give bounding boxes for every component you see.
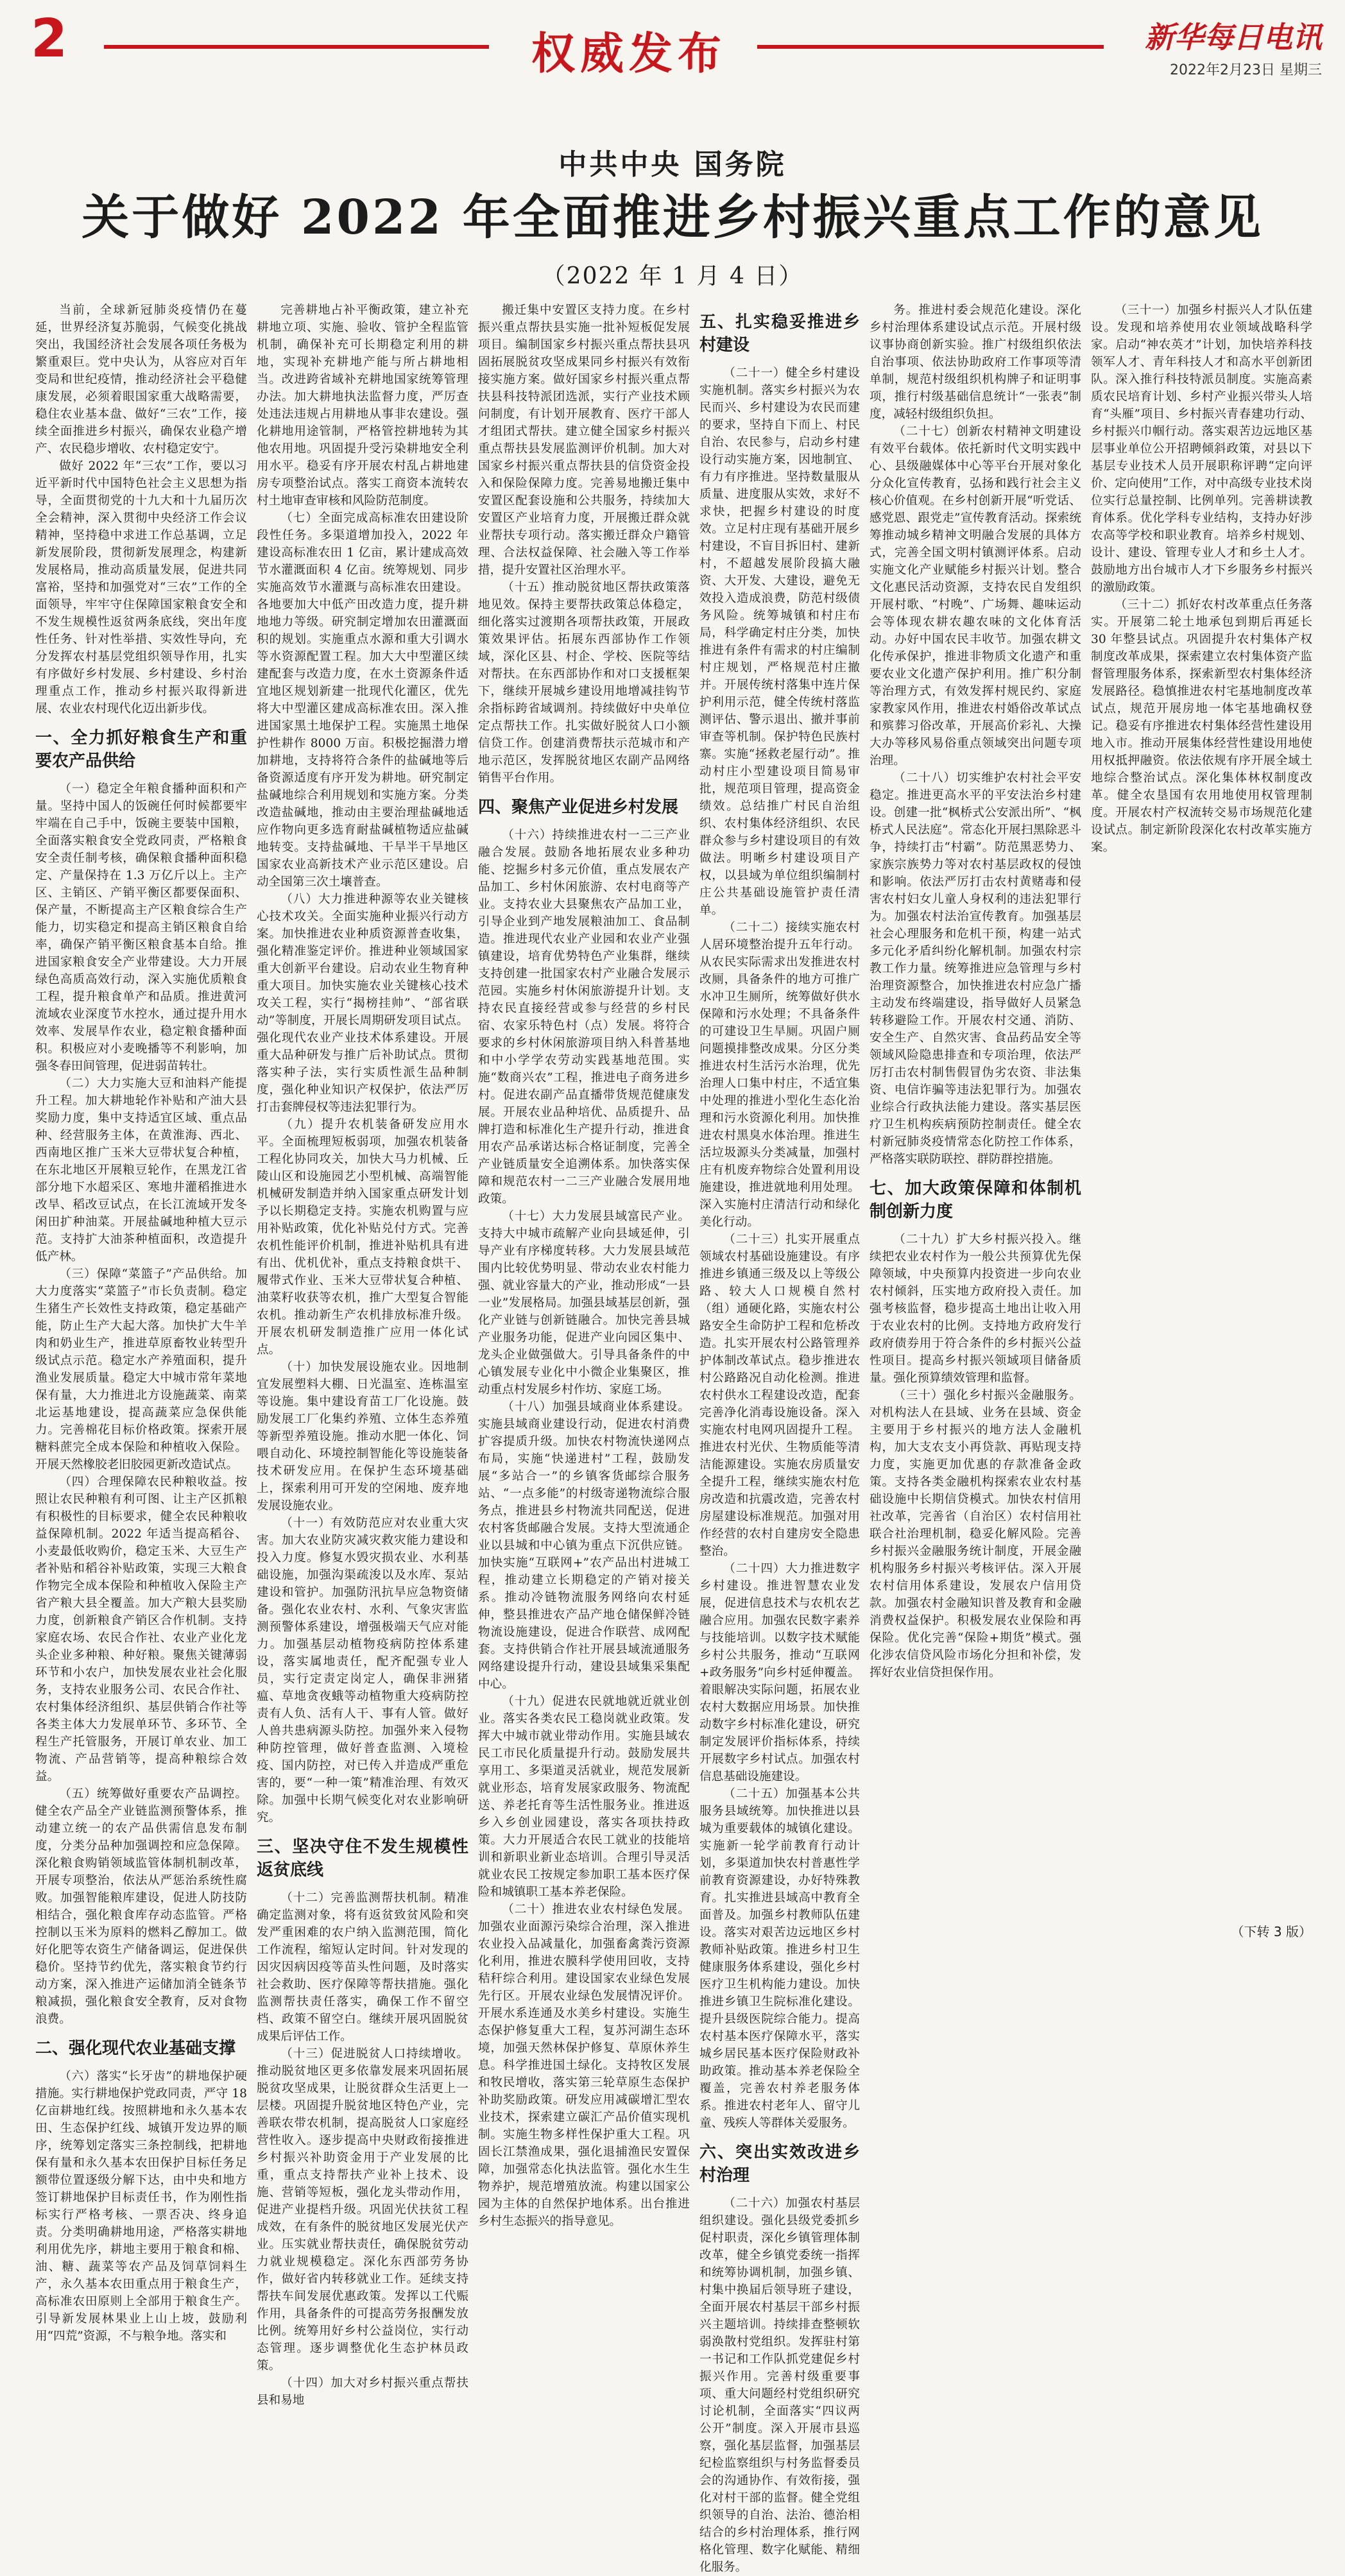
continued-note: （下转 3 版） bbox=[1231, 1924, 1312, 1939]
paragraph: （二十一）健全乡村建设实施机制。落实乡村振兴为农民而兴、乡村建设为农民而建的要求，坚持自下而上、村民自治、农民参与，启动乡村建设行动实施方案，因地制宜、有力有序推进。坚持数量服从质量、进度服从实效，求好不求快，把握乡村建设的时度效。立足村庄现有基础开展乡村建设，不盲目拆旧村、建新村，不超越发展阶段搞大融资、大开发、大建设，避免无效投入造成浪费，防范村级债务风险。统筹城镇和村庄布局，科学确定村庄分类，加快推进有条件有需求的村庄编制村庄规划，严格规范村庄撤并。开展传统村落集中连片保护利用示范，健全传统村落监测评估、警示退出、撤并事前审查等机制。保护特色民族村寨。实施“拯救老屋行动”。推动村庄小型建设项目简易审批，规范项目管理，提高资金绩效。总结推广村民自治组织、农村集体经济组织、农民群众参与乡村建设项目的有效做法。明晰乡村建设项目产权，以县域为单位组织编制村庄公共基础设施管护责任清单。 bbox=[699, 366, 860, 917]
paragraph: （二）大力实施大豆和油料产能提升工程。加大耕地轮作补贴和产油大县奖励力度，集中支持适宜区域、重点品种、经营服务主体，在黄淮海、西北、西南地区推广玉米大豆带状复合种植，在东北地区开展粮豆轮作，在黑龙江省部分地下水超采区、寒地井灌稻推进水改旱、稻改豆试点，在长江流域开发冬闲田扩种油菜。开展盐碱地种植大豆示范。支持扩大油茶种植面积，改造提升低产林。 bbox=[35, 1077, 247, 1264]
section-heading: 五、扎实稳妥推进乡村建设 bbox=[699, 313, 860, 355]
paragraph: 完善耕地占补平衡政策，建立补充耕地立项、实施、验收、管护全程监管机制，确保补充可长期稳定利用的耕地，实现补充耕地产能与所占耕地相当。改进跨省域补充耕地国家统筹管理办法。加大耕地执法监督力度，严厉查处违法违规占用耕地从事非农建设。强化耕地用途管制，严格管控耕地转为其他农用地。巩固提升受污染耕地安全利用水平。稳妥有序开展农村乱占耕地建房专项整治试点。落实工商资本流转农村土地审查审核和风险防范制度。 bbox=[257, 304, 468, 508]
paragraph: （三十二）抓好农村改革重点任务落实。开展第二轮土地承包到期后再延长 30 年整县试点。巩固提升农村集体产权制度改革成果，探索建立农村集体资产监督管理服务体系，探索新型农村集体经济发展路径。稳慎推进农村宅基地制度改革试点，规范开展房地一体宅基地确权登记。稳妥有序推进农村集体经营性建设用地入市。推动开展集体经营性建设用地使用权抵押融资。依法依规有序开展全域土地综合整治试点。深化集体林权制度改革。健全农垦国有农用地使用权管理制度。开展农村产权流转交易市场规范化建设试点。制定新阶段深化农村改革实施方案。 bbox=[1091, 598, 1312, 854]
paragraph: （十）加快发展设施农业。因地制宜发展塑料大棚、日光温室、连栋温室等设施。集中建设育苗工厂化设施。鼓励发展工厂化集约养殖、立体生态养殖等新型养殖设施。推动水肥一体化、饲喂自动化、环境控制智能化等设施装备技术研发应用。在保护生态环境基础上，探索利用可开发的空闲地、废弃地发展设施农业。 bbox=[257, 1361, 468, 1513]
paragraph: （二十九）扩大乡村振兴投入。继续把农业农村作为一般公共预算优先保障领域，中央预算内投资进一步向农业农村倾斜，压实地方政府投入责任。加强考核监督，稳步提高土地出让收入用于农业农村的比例。支持地方政府发行政府债券用于符合条件的乡村振兴公益性项目。提高乡村振兴领域项目储备质量。强化预算绩效管理和监督。 bbox=[870, 1233, 1081, 1385]
paragraph: （十三）促进脱贫人口持续增收。推动脱贫地区更多依靠发展来巩固拓展脱贫攻坚成果，让脱贫群众生活更上一层楼。巩固提升脱贫地区特色产业，完善联农带农机制，提高脱贫人口家庭经营性收入。逐步提高中央财政衔接推进乡村振兴补助资金用于产业发展的比重，重点支持帮扶产业补上技术、设施、营销等短板，强化龙头带动作用，促进产业提档升级。巩固光伏扶贫工程成效，在有条件的脱贫地区发展光伏产业。压实就业帮扶责任，确保脱贫劳动力就业规模稳定。深化东西部劳务协作，做好省内转移就业工作。延续支持帮扶车间发展优惠政策。发挥以工代赈作用，具备条件的可提高劳务报酬发放比例。统筹用好乡村公益岗位，实行动态管理。逐步调整优化生态护林员政策。 bbox=[257, 2047, 468, 2373]
issue-date: 2022年2月23日 星期三 bbox=[1170, 62, 1322, 78]
paragraph: （二十）推进农业农村绿色发展。加强农业面源污染综合治理，深入推进农业投入品减量化，加强畜禽粪污资源化利用，推进农膜科学使用回收，支持秸秆综合利用。建设国家农业绿色发展先行区。开展农业绿色发展情况评价。开展水系连通及水美乡村建设。实施生态保护修复重大工程，复苏河湖生态环境，加强天然林保护修复、草原休养生息。科学推进国土绿化。支持牧区发展和牧民增收，落实第三轮草原生态保护补助奖励政策。研发应用减碳增汇型农业技术，探索建立碳汇产品价值实现机制。实施生物多样性保护重大工程。巩固长江禁渔成果，强化退捕渔民安置保障，加强常态化执法监管。强化水生生物养护，规范增殖放流。构建以国家公园为主体的自然保护地体系。出台推进乡村生态振兴的指导意见。 bbox=[478, 1903, 690, 2228]
paragraph: （七）全面完成高标准农田建设阶段性任务。多渠道增加投入，2022 年建设高标准农田 1 亿亩，累计建成高效节水灌溉面积 4 亿亩。统筹规划、同步实施高效节水灌溉与高标准农田建设。各地要加大中低产田改造力度，提升耕地地力等级。研究制定增加农田灌溉面积的规划。实施重点水源和重大引调水等水资源配置工程。加大大中型灌区续建配套与改造力度，在水土资源条件适宜地区规划新建一批现代化灌区，优先将大中型灌区建成高标准农田。深入推进国家黑土地保护工程。实施黑土地保护性耕作 8000 万亩。积极挖掘潜力增加耕地，支持将符合条件的盐碱地等后备资源适度有序开发为耕地。研究制定盐碱地综合利用规划和实施方案。分类改造盐碱地，推动由主要治理盐碱地适应作物向更多选育耐盐碱植物适应盐碱地转变。支持盐碱地、干旱半干旱地区国家农业高新技术产业示范区建设。启动全国第三次土壤普查。 bbox=[257, 511, 468, 889]
paragraph: （二十三）扎实开展重点领域农村基础设施建设。有序推进乡镇通三级及以上等级公路、较大人口规模自然村（组）通硬化路，实施农村公路安全生命防护工程和危桥改造。扎实开展农村公路管理养护体制改革试点。稳步推进农村公路路况自动化检测。推进农村供水工程建设改造，配套完善净化消毒设施设备。深入实施农村电网巩固提升工程。推进农村光伏、生物质能等清洁能源建设。实施农房质量安全提升工程，继续实施农村危房改造和抗震改造，完善农村房屋建设标准规范。加强对用作经营的农村自建房安全隐患整治。 bbox=[699, 1233, 860, 1558]
paragraph: （五）统筹做好重要农产品调控。健全农产品全产业链监测预警体系，推动建立统一的农产品供需信息发布制度，分类分品种加强调控和应急保障。深化粮食购销领域监管体制机制改革，开展专项整治，依法从严惩治系统性腐败。加强智能粮库建设，促进人防技防相结合，强化粮食库存动态监管。严格控制以玉米为原料的燃料乙醇加工。做好化肥等农资生产储备调运，促进保供稳价。坚持节约优先，落实粮食节约行动方案，深入推进产运储加消全链条节粮减损，强化粮食安全教育，反对食物浪费。 bbox=[35, 1787, 247, 2026]
paragraph: （六）落实“长牙齿”的耕地保护硬措施。实行耕地保护党政同责，严守 18 亿亩耕地红线。按照耕地和永久基本农田、生态保护红线、城镇开发边界的顺序，统筹划定落实三条控制线，把耕地保有量和永久基本农田保护目标任务足额带位置逐级分解下达，由中央和地方签订耕地保护目标责任书，作为刚性指标实行严格考核、一票否决、终身追责。分类明确耕地用途，严格落实耕地利用优先序，耕地主要用于粮食和棉、油、糖、蔬菜等农产品及饲草饲料生产，永久基本农田重点用于粮食生产，高标准农田原则上全部用于粮食生产。引导新发展林果业上山上坡，鼓励利用“四荒”资源，不与粮争地。落实和 bbox=[35, 2070, 247, 2343]
section-heading: 二、强化现代农业基础支撑 bbox=[35, 2039, 236, 2058]
masthead bbox=[0, 0, 1345, 90]
paragraph: （十六）持续推进农村一二三产业融合发展。鼓励各地拓展农业多种功能、挖掘乡村多元价值，重点发展农产品加工、乡村休闲旅游、农村电商等产业。支持农业大县聚焦农产品加工业，引导企业到产地发展粮油加工、食品制造。推进现代农业产业园和农业产业强镇建设，培育优势特色产业集群，继续支持创建一批国家农村产业融合发展示范园。实施乡村休闲旅游提升计划。支持农民直接经营或参与经营的乡村民宿、农家乐特色村（点）发展。将符合要求的乡村休闲旅游项目纳入科普基地和中小学学农劳动实践基地范围。实施“数商兴农”工程，推进电子商务进乡村。促进农副产品直播带货规范健康发展。开展农业品种培优、品质提升、品牌打造和标准化生产提升行动，推进食用农产品承诺达标合格证制度，完善全产业链质量安全追溯体系。加快落实保障和规范农村一二三产业融合发展用地政策。 bbox=[478, 829, 690, 1206]
paragraph: （一）稳定全年粮食播种面积和产量。坚持中国人的饭碗任何时候都要牢牢端在自己手中，饭碗主要装中国粮，全面落实粮食安全党政同责，严格粮食安全责任制考核，确保粮食播种面积稳定、产量保持在 1.3 万亿斤以上。主产区、主销区、产销平衡区都要保面积、保产量，不断提高主产区粮食综合生产能力，切实稳定和提高主销区粮食自给率，确保产销平衡区粮食基本自给。推进国家粮食安全产业带建设。大力开展绿色高质高效行动，深入实施优质粮食工程，提升粮食单产和品质。推进黄河流域农业深度节水控水，通过提升用水效率、发展旱作农业，稳定粮食播种面积。积极应对小麦晚播等不利影响，加强冬春田间管理，促进弱苗转壮。 bbox=[35, 782, 247, 1073]
paragraph: （二十五）加强基本公共服务县域统筹。加快推进以县城为重要载体的城镇化建设。实施新一轮学前教育行动计划，多渠道加快农村普惠性学前教育资源建设，办好特殊教育。扎实推进县域高中教育全面普及。加强乡村教师队伍建设。落实对艰苦边远地区乡村教师补贴政策。推进乡村卫生健康服务体系建设，强化乡村医疗卫生机构能力建设。加快推进乡镇卫生院标准化建设。提升县级医院综合能力。提高农村基本医疗保障水平，落实城乡居民基本医疗保险财政补助政策。推动基本养老保险全覆盖，完善农村养老服务体系。推进农村老年人、留守儿童、残疾人等群体关爱服务。 bbox=[699, 1787, 860, 2130]
paragraph: （十七）大力发展县域富民产业。支持大中城市疏解产业向县域延伸，引导产业有序梯度转移。大力发展县域范围内比较优势明显、带动农业农村能力强、就业容量大的产业，推动形成“一县一业”发展格局。加强县域基层创新，强化产业链与创新链融合。加快完善县城产业服务功能，促进产业向园区集中、龙头企业做强做大。引导具备条件的中心镇发展专业化中小微企业集聚区，推动重点村发展乡村作坊、家庭工场。 bbox=[478, 1210, 690, 1396]
paragraph: （十八）加强县域商业体系建设。实施县域商业建设行动，促进农村消费扩容提质升级。加快农村物流快递网点布局，实施“快递进村”工程，鼓励发展“多站合一”的乡镇客货邮综合服务站、“一点多能”的村级寄递物流综合服务点，推进县乡村物流共同配送，促进农村客货邮融合发展。支持大型流通企业以县城和中心镇为重点下沉供应链。加快实施“互联网+”农产品出村进城工程，推动建立长期稳定的产销对接关系。推动冷链物流服务网络向农村延伸，整县推进农产品产地仓储保鲜冷链物流设施建设，促进合作联营、成网配套。支持供销合作社开展县域流通服务网络建设提升行动，建设县域集采集配中心。 bbox=[478, 1400, 690, 1691]
header-rule-left bbox=[104, 45, 489, 49]
paragraph: （九）提升农机装备研发应用水平。全面梳理短板弱项，加强农机装备工程化协同攻关，加快大马力机械、丘陵山区和设施园艺小型机械、高端智能机械研发制造并纳入国家重点研发计划予以长期稳定支持。实施农机购置与应用补贴政策，优化补贴兑付方式。完善农机性能评价机制，推进补贴机具有进有出、优机优补，重点支持粮食烘干、履带式作业、玉米大豆带状复合种植、油菜籽收获等农机，推广大型复合智能农机。推动新生产农机排放标准升级。开展农机研发制造推广应用一体化试点。 bbox=[257, 1118, 468, 1357]
text-column-6 bbox=[1091, 302, 1312, 1925]
paragraph: （十九）促进农民就地就近就业创业。落实各类农民工稳岗就业政策。发挥大中城市就业带动作用。实施县域农民工市民化质量提升行动。鼓励发展共享用工、多渠道灵活就业，规范发展新就业形态，培育发展家政服务、物流配送、养老托育等生活性服务业。推进返乡入乡创业园建设，落实各项扶持政策。大力开展适合农民工就业的技能培训和新职业新业态培训。合理引导灵活就业农民工按规定参加职工基本医疗保险和城镇职工基本养老保险。 bbox=[478, 1695, 690, 1899]
paragraph: （二十四）大力推进数字乡村建设。推进智慧农业发展，促进信息技术与农机农艺融合应用。加强农民数字素养与技能培训。以数字技术赋能乡村公共服务，推动“互联网+政务服务”向乡村延伸覆盖。着眼解决实际问题，拓展农业农村大数据应用场景。加快推动数字乡村标准化建设，研究制定发展评价指标体系，持续开展数字乡村试点。加强农村信息基础设施建设。 bbox=[699, 1562, 860, 1783]
paragraph: 当前，全球新冠肺炎疫情仍在蔓延，世界经济复苏脆弱，气候变化挑战突出，我国经济社会发展各项任务极为繁重艰巨。党中央认为，从容应对百年变局和世纪疫情，推动经济社会平稳健康发展，必须着眼国家重大战略需要，稳住农业基本盘、做好“三农”工作，接续全面推进乡村振兴，确保农业稳产增产、农民稳步增收、农村稳定安宁。 bbox=[35, 304, 247, 456]
text-column-4 bbox=[699, 302, 860, 2574]
article-title: 关于做好 2022 年全面推进乡村振兴重点工作的意见 bbox=[81, 190, 1264, 245]
paragraph: （四）合理保障农民种粮收益。按照让农民种粮有利可图、让主产区抓粮有积极性的目标要求，健全农民种粮收益保障机制。2022 年适当提高稻谷、小麦最低收购价，稳定玉米、大豆生产者补贴和稻谷补贴政策，实现三大粮食作物完全成本保险和种植收入保险主产省产粮大县全覆盖。加大产粮大县奖励力度，创新粮食产销区合作机制。支持家庭农场、农民合作社、农业产业化龙头企业多种粮、种好粮。聚焦关键薄弱环节和小农户，加快发展农业社会化服务，支持农业服务公司、农民合作社、农村集体经济组织、基层供销合作社等各类主体大力发展单环节、多环节、全程生产托管服务，开展订单农业、加工物流、产品营销等，提高种粮综合效益。 bbox=[35, 1475, 247, 1783]
paragraph: （十四）加大对乡村振兴重点帮扶县和易地 bbox=[257, 2376, 468, 2407]
text-column-3 bbox=[478, 302, 690, 2228]
paragraph: （三十一）加强乡村振兴人才队伍建设。发现和培养使用农业领域战略科学家。启动“神农英才”计划，加快培养科技领军人才、青年科技人才和高水平创新团队。深入推行科技特派员制度。实施高素质农民培育计划、乡村产业振兴带头人培育“头雁”项目、乡村振兴青春建功行动、乡村振兴巾帼行动。落实艰苦边远地区基层事业单位公开招聘倾斜政策，对县以下基层专业技术人员开展职称评聘“定向评价、定向使用”工作，对中高级专业技术岗位实行总量控制、比例单列。完善耕读教育体系。优化学科专业结构，支持办好涉农高等学校和职业教育。培养乡村规划、设计、建设、管理专业人才和乡土人才。鼓励地方出台城市人才下乡服务乡村振兴的激励政策。 bbox=[1091, 304, 1312, 594]
paragraph: （十二）完善监测帮扶机制。精准确定监测对象，将有返贫致贫风险和突发严重困难的农户纳入监测范围，简化工作流程，缩短认定时间。针对发现的因灾因病因疫等苗头性问题，及时落实社会救助、医疗保障等帮扶措施。强化监测帮扶责任落实，确保工作不留空档、政策不留空白。继续开展巩固脱贫成果后评估工作。 bbox=[257, 1891, 468, 2043]
paragraph: （三）保障“菜篮子”产品供给。加大力度落实“菜篮子”市长负责制。稳定生猪生产长效性支持政策，稳定基础产能，防止生产大起大落。加快扩大牛羊肉和奶业生产，推进草原畜牧业转型升级试点示范。稳定水产养殖面积，提升渔业发展质量。稳定大中城市常年菜地保有量，大力推进北方设施蔬菜、南菜北运基地建设，提高蔬菜应急保供能力。完善棉花目标价格政策。探索开展糖料蔗完全成本保险和种植收入保险。开展天然橡胶老旧胶园更新改造试点。 bbox=[35, 1267, 247, 1472]
text-column-5 bbox=[870, 302, 1081, 1925]
paragraph: （二十八）切实维护农村社会平安稳定。推进更高水平的平安法治乡村建设。创建一批“枫桥式公安派出所”、“枫桥式人民法庭”。常态化开展扫黑除恶斗争，持续打击“村霸”。防范黑恶势力、家族宗族势力等对农村基层政权的侵蚀和影响。依法严厉打击农村黄赌毒和侵害农村妇女儿童人身权利的违法犯罪行为。加强农村法治宣传教育。加强基层社会心理服务和危机干预，构建一站式多元化矛盾纠纷化解机制。加强农村宗教工作力量。统筹推进应急管理与乡村治理资源整合，加快推进农村应急广播主动发布终端建设，指导做好人员紧急转移避险工作。开展农村交通、消防、安全生产、自然灾害、食品药品安全等领域风险隐患排查和专项治理，依法严厉打击农村制售假冒伪劣农资、非法集资、电信诈骗等违法犯罪行为。加强农业综合行政执法能力建设。落实基层医疗卫生机构疾病预防控制责任。健全农村新冠肺炎疫情常态化防控工作体系，严格落实联防联控、群防群控措施。 bbox=[870, 771, 1081, 1166]
paragraph: （二十二）接续实施农村人居环境整治提升五年行动。从农民实际需求出发推进农村改厕，具备条件的地方可推广水冲卫生厕所，统筹做好供水保障和污水处理；不具备条件的可建设卫生旱厕。巩固户厕问题摸排整改成果。分区分类推进农村生活污水治理，优先治理人口集中村庄，不适宜集中处理的推进小型化生态化治理和污水资源化利用。加快推进农村黑臭水体治理。推进生活垃圾源头分类减量，加强村庄有机废弃物综合处置利用设施建设，推进就地利用处理。深入实施村庄清洁行动和绿化美化行动。 bbox=[699, 921, 860, 1229]
paragraph: （十一）有效防范应对农业重大灾害。加大农业防灾减灾救灾能力建设和投入力度。修复水毁灾损农业、水利基础设施，加强沟渠疏浚以及水库、泵站建设和管护。加强防汛抗旱应急物资储备。强化农业农村、水利、气象灾害监测预警体系建设，增强极端天气应对能力。加强基层动植物疫病防控体系建设，落实属地责任，配齐配强专业人员，实行定责定岗定人，确保非洲猪瘟、草地贪夜蛾等动植物重大疫病防控责有人负、活有人干、事有人管。做好人兽共患病源头防控。加强外来入侵物种防控管理，做好普查监测、入境检疫、国内防控，对已传入并造成严重危害的，要“一种一策”精准治理、有效灭除。加强中长期气候变化对农业影响研究。 bbox=[257, 1516, 468, 1825]
section-heading: 七、加大政策保障和体制机制创新力度 bbox=[870, 1179, 1081, 1221]
paragraph: （十五）推动脱贫地区帮扶政策落地见效。保持主要帮扶政策总体稳定，细化落实过渡期各项帮扶政策，开展政策效果评估。拓展东西部协作工作领域，深化区县、村企、学校、医院等结对帮扶。在东西部协作和对口支援框架下，继续开展城乡建设用地增减挂钩节余指标跨省域调剂。持续做好中央单位定点帮扶工作。扎实做好脱贫人口小额信贷工作。创建消费帮扶示范城市和产地示范区，发挥脱贫地区农副产品网络销售平台作用。 bbox=[478, 581, 690, 785]
paragraph: （三十）强化乡村振兴金融服务。对机构法人在县域、业务在县域、资金主要用于乡村振兴的地方法人金融机构，加大支农支小再贷款、再贴现支持力度，实施更加优惠的存款准备金政策。支持各类金融机构探索农业农村基础设施中长期信贷模式。加快农村信用社改革，完善省（自治区）农村信用社联合社治理机制，稳妥化解风险。完善乡村振兴金融服务统计制度，开展金融机构服务乡村振兴考核评估。深入开展农村信用体系建设，发展农户信用贷款。加强农村金融知识普及教育和金融消费权益保护。积极发展农业保险和再保险。优化完善“保险+期货”模式。强化涉农信贷风险市场化分担和补偿，发挥好农业信贷担保作用。 bbox=[870, 1389, 1081, 1679]
section-title: 权威发布 bbox=[531, 29, 726, 80]
section-heading: 四、聚焦产业促进乡村发展 bbox=[478, 798, 679, 817]
paragraph: （二十六）加强农村基层组织建设。强化县级党委抓乡促村职责，深化乡镇管理体制改革，健全乡镇党委统一指挥和统筹协调机制，加强乡镇、村集中换届后领导班子建设，全面开展农村基层干部乡村振兴主题培训。持续排查整顿软弱涣散村党组织。发挥驻村第一书记和工作队抓党建促乡村振兴作用。完善村级重要事项、重大问题经村党组织研究讨论机制，全面落实“四议两公开”制度。深入开展市县巡察，强化基层监督，加强基层纪检监察组织与村务监督委员会的沟通协作、有效衔接，强化对村干部的监督。健全党组织领导的自治、法治、德治相结合的乡村治理体系，推行网格化管理、数字化赋能、精细化服务。 bbox=[699, 2197, 860, 2574]
section-heading: 六、突出实效改进乡村治理 bbox=[699, 2143, 860, 2185]
text-column-1 bbox=[35, 302, 247, 2343]
newspaper-logo: 新华每日电讯 bbox=[1145, 20, 1322, 55]
text-column-2 bbox=[257, 302, 468, 2407]
paragraph: 做好 2022 年“三农”工作，要以习近平新时代中国特色社会主义思想为指导，全面贯彻党的十九大和十九届历次全会精神，深入贯彻中央经济工作会议精神，坚持稳中求进工作总基调，立足新发展阶段，贯彻新发展理念，构建新发展格局，推动高质量发展，促进共同富裕，坚持和加强党对“三农”工作的全面领导，牢牢守住保障国家粮食安全和不发生规模性返贫两条底线，突出年度性任务、针对性举措、实效性导向，充分发挥农村基层党组织领导作用，扎实有序做好乡村发展、乡村建设、乡村治理重点工作，推动乡村振兴取得新进展、农业农村现代化迈出新步伐。 bbox=[35, 459, 247, 716]
section-heading: 一、全力抓好粮食生产和重要农产品供给 bbox=[35, 728, 247, 771]
section-heading: 三、坚决守住不发生规模性返贫底线 bbox=[257, 1837, 468, 1880]
paragraph: （二十七）创新农村精神文明建设有效平台载体。依托新时代文明实践中心、县级融媒体中心等平台开展对象化分众化宣传教育，弘扬和践行社会主义核心价值观。在乡村创新开展“听党话、感党恩、跟党走”宣传教育活动。探索统筹推动城乡精神文明融合发展的具体方式，完善全国文明村镇测评体系。启动实施文化产业赋能乡村振兴计划。整合文化惠民活动资源，支持农民自发组织开展村歌、“村晚”、广场舞、趣味运动会等体现农耕农趣农味的文化体育活动。办好中国农民丰收节。加强农耕文化传承保护，推进非物质文化遗产和重要农业文化遗产保护利用。推广积分制等治理方式，有效发挥村规民约、家庭家教家风作用，推进农村婚俗改革试点和殡葬习俗改革，开展高价彩礼、大操大办等移风易俗重点领域突出问题专项治理。 bbox=[870, 425, 1081, 768]
paragraph: （八）大力推进种源等农业关键核心技术攻关。全面实施种业振兴行动方案。加快推进农业种质资源普查收集，强化精准鉴定评价。推进种业领域国家重大创新平台建设。启动农业生物育种重大项目。加快实施农业关键核心技术攻关工程，实行“揭榜挂帅”、“部省联动”等制度，开展长周期研发项目试点。强化现代农业产业技术体系建设。开展重大品种研发与推广后补助试点。贯彻落实种子法，实行实质性派生品种制度，强化种业知识产权保护，依法严厉打击套牌侵权等违法犯罪行为。 bbox=[257, 893, 468, 1114]
paragraph: 务。推进村委会规范化建设。深化乡村治理体系建设试点示范。开展村级议事协商创新实验。推广村级组织依法自治事项、依法协助政府工作事项等清单制，规范村级组织机构牌子和证明事项，推行村级基础信息统计“一张表”制度，减轻村级组织负担。 bbox=[870, 304, 1081, 421]
document-date: （2022 年 1 月 4 日） bbox=[542, 263, 803, 289]
header-rule-right bbox=[757, 45, 1104, 49]
paragraph: 搬迁集中安置区支持力度。在乡村振兴重点帮扶县实施一批补短板促发展项目。编制国家乡村振兴重点帮扶县巩固拓展脱贫攻坚成果同乡村振兴有效衔接实施方案。做好国家乡村振兴重点帮扶县科技特派团选派，实行产业技术顾问制度，有计划开展教育、医疗干部人才组团式帮扶。建立健全国家乡村振兴重点帮扶县发展监测评价机制。加大对国家乡村振兴重点帮扶县的信贷资金投入和保险保障力度。完善易地搬迁集中安置区配套设施和公共服务，持续加大安置区产业培育力度，开展搬迁群众就业帮扶专项行动。落实搬迁群众户籍管理、合法权益保障、社会融入等工作举措，提升安置社区治理水平。 bbox=[478, 304, 690, 577]
page-number: 2 bbox=[31, 8, 68, 69]
article-issuer: 中共中央 国务院 bbox=[558, 148, 787, 181]
